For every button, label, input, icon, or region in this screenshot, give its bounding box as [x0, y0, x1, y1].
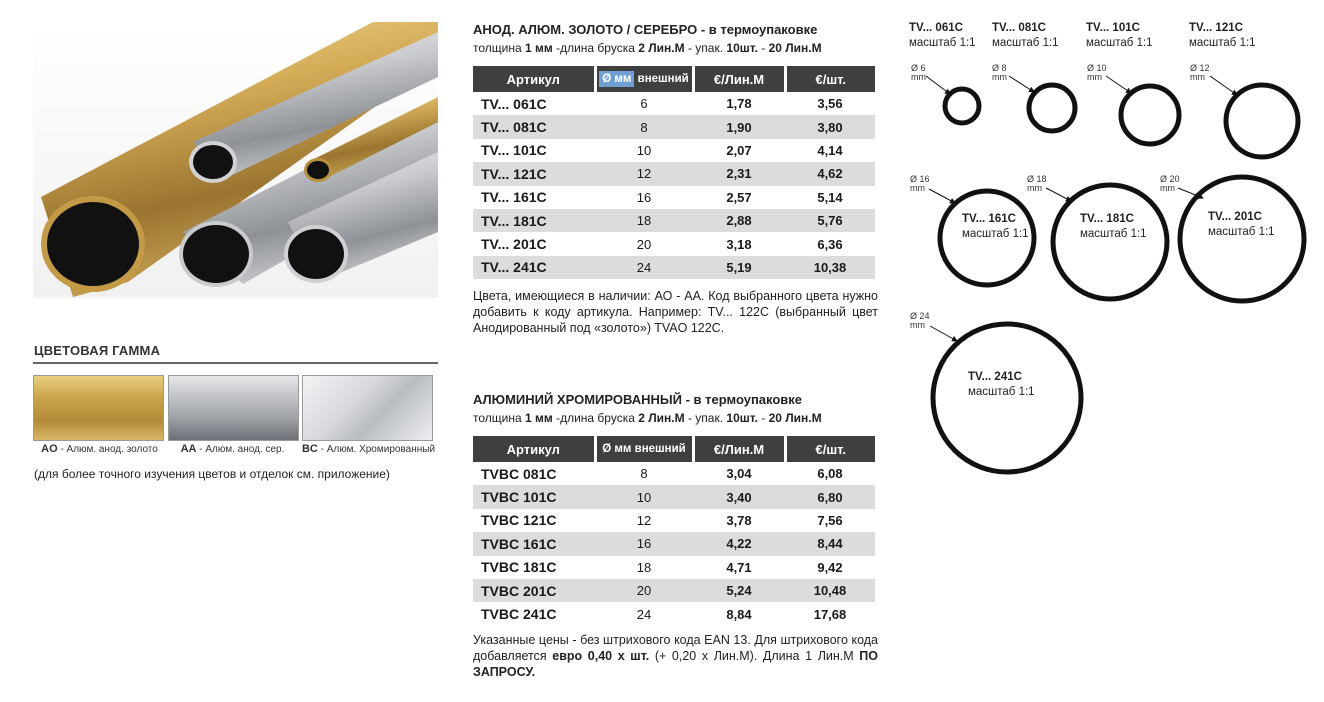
col-header-article: Артикул	[473, 66, 595, 92]
cell-price-per-m: 8,84	[726, 606, 752, 622]
ring-label-241: TV... 241C масштаб 1:1	[968, 371, 1035, 398]
cell-diameter: 6	[640, 96, 648, 112]
table-row	[473, 579, 875, 602]
dim-label-20: Ø 20 mm	[1160, 174, 1180, 193]
table-row	[473, 162, 875, 185]
cell-price-per-m: 3,40	[693, 485, 785, 508]
ring-10mm	[1121, 86, 1179, 144]
cell-article: TVBC 121C	[481, 512, 557, 529]
dim-label-6: Ø 6 mm	[911, 63, 926, 82]
cell-article: TV... 241C	[473, 256, 595, 279]
cell-price-per-pc: 6,36	[817, 236, 843, 252]
table-row	[473, 462, 875, 485]
cell-price-per-m: 3,04	[726, 466, 752, 482]
table-row	[473, 115, 875, 138]
table-row	[473, 209, 875, 232]
cell-article: TVBC 241C	[481, 606, 557, 623]
color-range-title: ЦВЕТОВАЯ ГАММА	[34, 343, 161, 358]
color-range-divider	[33, 362, 438, 364]
ring-label-061: TV... 061C масштаб 1:1	[909, 22, 976, 49]
swatch-label-ao: AO - Алюм. анод. золото	[41, 443, 158, 455]
section2-subtitle: толщина 1 мм -длина бруска 2 Лин.М - упак. 10шт. - 20 Лин.М	[473, 411, 822, 425]
cell-price-per-pc: 3,80	[785, 115, 875, 138]
table-row	[473, 485, 875, 508]
cell-price-per-m: 2,07	[726, 142, 752, 158]
cell-article: TVBC 161C	[473, 532, 595, 555]
swatch-gold	[33, 375, 164, 441]
section2-title: АЛЮМИНИЙ ХРОМИРОВАННЫЙ - в термоупаковке	[473, 392, 803, 407]
cell-price-per-pc: 10,48	[785, 579, 875, 602]
price-table-anodized	[473, 66, 875, 279]
table-row	[473, 139, 875, 162]
col-header-price-per-m: €/Лин.М	[693, 66, 785, 92]
cell-article: TV... 161C	[481, 189, 547, 206]
col-header-price-per-pc: €/шт.	[785, 436, 875, 462]
cell-article: TVBC 181C	[481, 559, 557, 576]
ring-label-201: TV... 201C масштаб 1:1	[1208, 211, 1275, 238]
cell-diameter: 18	[595, 209, 693, 232]
dim-label-18: Ø 18 mm	[1027, 174, 1047, 193]
dim-label-8: Ø 8 mm	[992, 63, 1007, 82]
ring-12mm	[1226, 85, 1298, 157]
cell-price-per-m: 1,90	[693, 115, 785, 138]
swatch-label-aa: AA - Алюм. анод. сер.	[180, 443, 285, 455]
table-row	[473, 186, 875, 209]
cell-price-per-m: 2,31	[693, 162, 785, 185]
cell-diameter: 24	[595, 256, 693, 279]
cell-article: TV... 061C	[481, 95, 547, 112]
cell-price-per-m: 4,71	[726, 559, 752, 575]
cell-diameter: 12	[595, 162, 693, 185]
cell-price-per-m: 1,78	[726, 96, 752, 112]
cell-article: TV... 181C	[473, 209, 595, 232]
price-table-chrome	[473, 436, 875, 626]
cell-diameter: 16	[636, 189, 652, 205]
cell-price-per-pc: 10,38	[785, 256, 875, 279]
col-header-price-per-pc: €/шт.	[785, 66, 875, 92]
cell-diameter: 24	[636, 606, 652, 622]
ring-label-121: TV... 121C масштаб 1:1	[1189, 22, 1256, 49]
cell-price-per-pc: 6,80	[785, 485, 875, 508]
table-row	[473, 256, 875, 279]
cell-diameter: 16	[595, 532, 693, 555]
table-row	[473, 532, 875, 555]
cell-diameter: 8	[595, 115, 693, 138]
col-header-diameter: Ø мм внешний	[595, 436, 693, 462]
color-range-note: (для более точного изучения цветов и отделок см. приложение)	[34, 467, 390, 481]
section1-note: Цвета, имеющиеся в наличии: АО - АА. Код выбранного цвета нужно добавить к коду артикула. Например: TV... 122C (выбранный цвет Анодированный под «золото») TVAO 122C.	[473, 289, 878, 335]
cell-diameter: 18	[636, 559, 652, 575]
swatch-chrome	[302, 375, 433, 441]
col-header-article: Артикул	[473, 436, 595, 462]
cell-price-per-pc: 3,56	[817, 96, 843, 112]
col-header-price-per-m: €/Лин.М	[693, 436, 785, 462]
table-row	[473, 602, 875, 625]
cell-article: TVBC 101C	[473, 485, 595, 508]
cell-price-per-pc: 5,76	[785, 209, 875, 232]
ring-6mm	[945, 89, 979, 123]
cell-article: TV... 081C	[473, 115, 595, 138]
cell-price-per-m: 2,57	[726, 189, 752, 205]
cell-diameter: 20	[595, 579, 693, 602]
ring-label-161: TV... 161C масштаб 1:1	[962, 213, 1029, 240]
cell-price-per-m: 2,88	[693, 209, 785, 232]
table-row	[473, 232, 875, 255]
cell-price-per-pc: 4,14	[817, 142, 843, 158]
cell-article: TVBC 081C	[481, 465, 557, 482]
swatch-label-bc: BC - Алюм. Хромированный	[301, 443, 436, 455]
cell-price-per-m: 5,24	[693, 579, 785, 602]
cell-price-per-pc: 5,14	[817, 189, 843, 205]
section1-title: АНОД. АЛЮМ. ЗОЛОТО / СЕРЕБРО - в термоупаковке	[473, 22, 818, 37]
ring-label-181: TV... 181C масштаб 1:1	[1080, 213, 1147, 240]
cell-price-per-m: 4,22	[693, 532, 785, 555]
dim-label-10: Ø 10 mm	[1087, 63, 1107, 82]
cell-diameter: 12	[636, 512, 652, 528]
cell-price-per-m: 3,78	[726, 512, 752, 528]
cell-diameter: 20	[636, 236, 652, 252]
ring-8mm	[1029, 85, 1075, 131]
cell-diameter: 8	[640, 466, 648, 482]
section1-subtitle: толщина 1 мм -длина бруска 2 Лин.М - упак. 10шт. - 20 Лин.М	[473, 41, 822, 55]
cell-price-per-pc: 9,42	[817, 559, 843, 575]
cell-article: TV... 121C	[473, 162, 595, 185]
ring-label-101: TV... 101C масштаб 1:1	[1086, 22, 1153, 49]
section2-note: Указанные цены - без штрихового кода EAN 13. Для штрихового кода добавляется евро 0,40 х шт. (+ 0,20 х Лин.М). Длина 1 Лин.М ПО ЗАПРОСУ.	[473, 633, 878, 679]
cell-price-per-pc: 7,56	[817, 512, 843, 528]
table-row	[473, 509, 875, 532]
ring-label-081: TV... 081C масштаб 1:1	[992, 22, 1059, 49]
cell-diameter: 10	[636, 142, 652, 158]
cell-article: TV... 201C	[481, 236, 547, 253]
swatch-silver	[168, 375, 299, 441]
cell-price-per-m: 5,19	[693, 256, 785, 279]
cell-article: TV... 101C	[481, 142, 547, 159]
product-photo-tubes	[33, 22, 438, 298]
cell-article: TVBC 201C	[473, 579, 595, 602]
table-row	[473, 556, 875, 579]
cell-price-per-pc: 6,08	[817, 466, 843, 482]
ring-18mm	[1053, 185, 1167, 299]
cell-price-per-pc: 17,68	[813, 606, 847, 622]
cell-price-per-pc: 8,44	[785, 532, 875, 555]
col-header-diameter: Ø мм внешний	[595, 66, 693, 92]
table-row	[473, 92, 875, 115]
cell-price-per-m: 3,18	[726, 236, 752, 252]
dim-label-12: Ø 12 mm	[1190, 63, 1210, 82]
dim-label-16: Ø 16 mm	[910, 174, 930, 193]
cell-price-per-pc: 4,62	[785, 162, 875, 185]
cell-diameter: 10	[595, 485, 693, 508]
dim-label-24: Ø 24 mm	[910, 311, 930, 330]
